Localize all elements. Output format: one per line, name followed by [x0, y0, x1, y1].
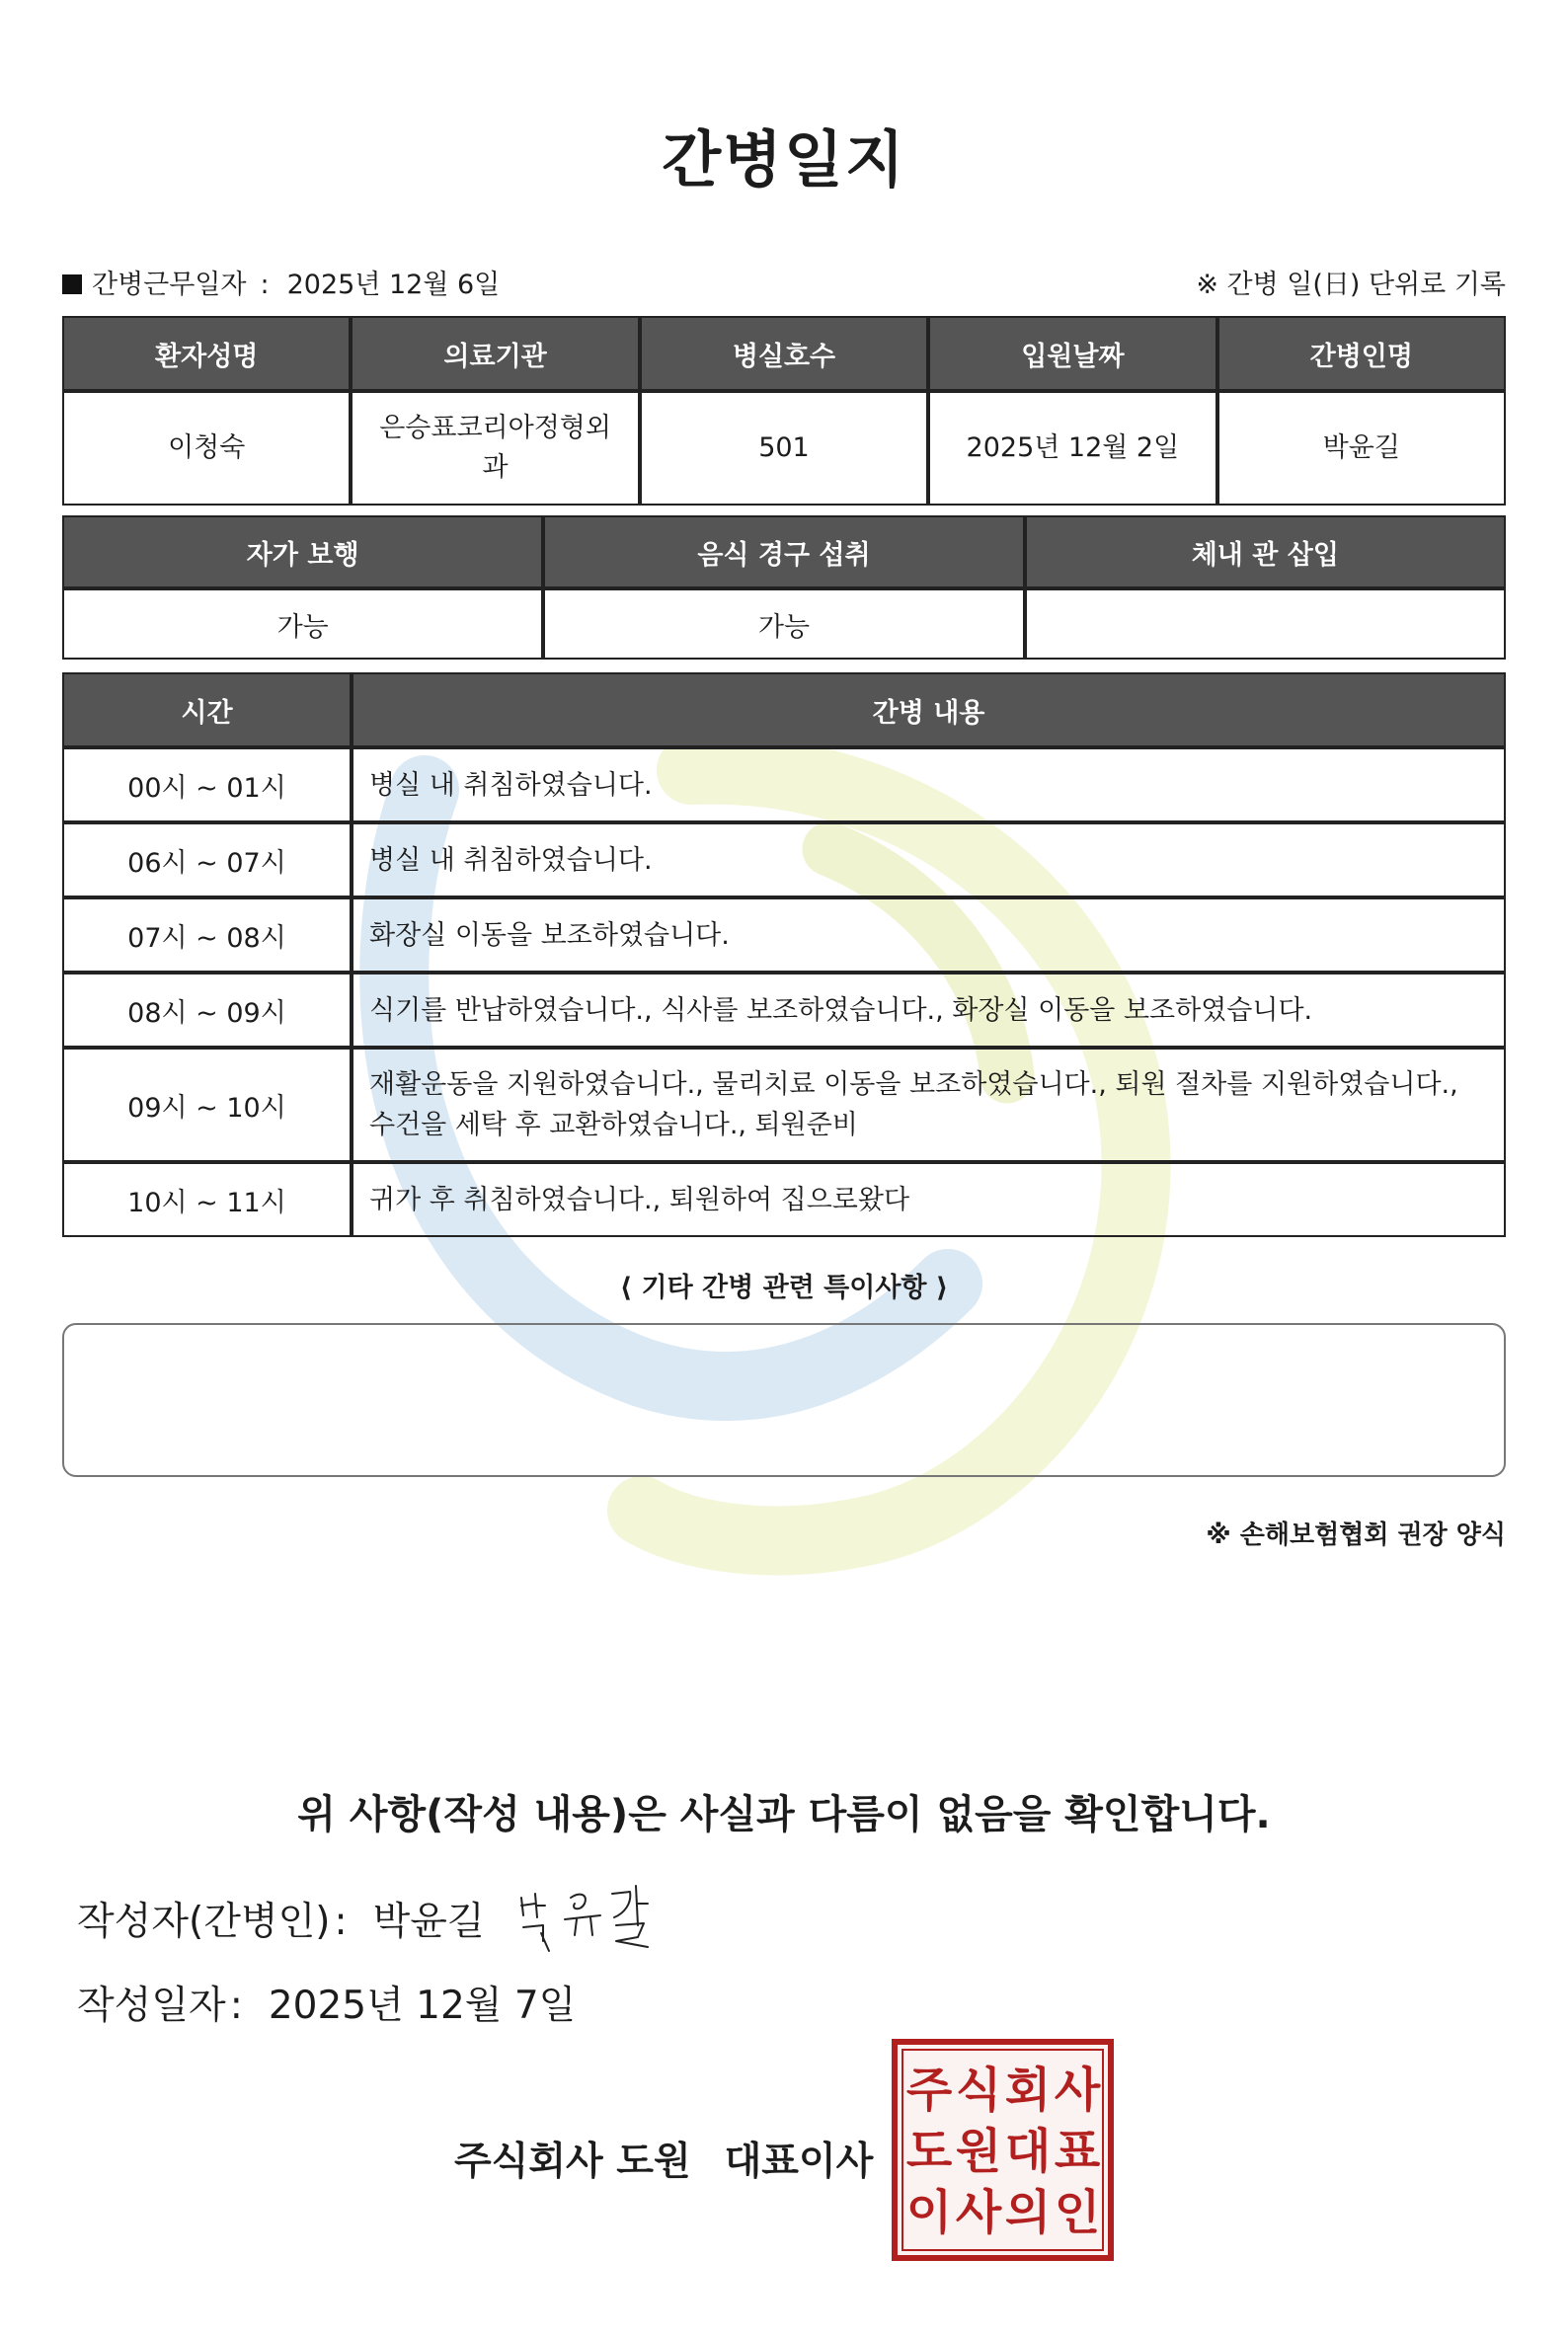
svg-text:인: 인 [1054, 2185, 1101, 2240]
time-cell: 08시 ~ 09시 [62, 973, 352, 1048]
written-date-label: 작성일자 [77, 1984, 226, 2028]
svg-text:도: 도 [905, 2124, 953, 2179]
header-tube-insertion: 체내 관 삽입 [1025, 515, 1506, 588]
content-cell: 재활운동을 지원하였습니다., 물리치료 이동을 보조하였습니다., 퇴원 절차를 지원하였습니다., 수건을 세탁 후 교환하였습니다., 퇴원준비 [352, 1048, 1506, 1162]
signature-icon [513, 1876, 666, 1957]
confirmation-statement: 위 사항(작성 내용)은 사실과 다름이 없음을 확인합니다. [297, 1792, 1271, 1837]
svg-text:식: 식 [955, 2063, 1002, 2118]
time-cell: 09시 ~ 10시 [62, 1048, 352, 1162]
table-row [62, 1162, 1506, 1237]
written-date-value: 2025년 12월 7일 [268, 1984, 577, 2028]
admission-date: 2025년 12월 2일 [928, 391, 1216, 506]
svg-text:대: 대 [1004, 2124, 1052, 2179]
oral-intake-value: 가능 [543, 588, 1024, 660]
document-title: 간병일지 [662, 123, 906, 195]
table-row [62, 747, 1506, 822]
table-row [62, 973, 1506, 1048]
time-cell: 10시 ~ 11시 [62, 1162, 352, 1237]
hospital-name: 은승표코리아정형외과 [351, 391, 639, 506]
svg-text:표: 표 [1054, 2124, 1101, 2179]
header-care-content: 간병 내용 [352, 672, 1506, 747]
time-cell: 06시 ~ 07시 [62, 822, 352, 897]
svg-text:사: 사 [1054, 2063, 1101, 2118]
header-patient-name: 환자성명 [62, 316, 351, 391]
table-row [62, 822, 1506, 897]
content-cell: 병실 내 취침하였습니다. [352, 822, 1506, 897]
colon-separator: : [260, 270, 270, 300]
special-notes-box [62, 1323, 1506, 1477]
content-cell: 귀가 후 취침하였습니다., 퇴원하여 집으로왔다 [352, 1162, 1506, 1237]
svg-text:이: 이 [905, 2185, 953, 2240]
header-oral-intake: 음식 경구 섭취 [543, 515, 1024, 588]
time-cell: 00시 ~ 01시 [62, 747, 352, 822]
content-cell: 병실 내 취침하였습니다. [352, 747, 1506, 822]
record-note: ※ 간병 일(日) 단위로 기록 [1196, 270, 1506, 300]
work-date [62, 263, 500, 301]
work-date-label: 간병근무일자 [92, 270, 247, 300]
svg-text:주: 주 [905, 2063, 953, 2118]
svg-text:회: 회 [1004, 2063, 1052, 2118]
header-caregiver-name: 간병인명 [1217, 316, 1506, 391]
header-self-walking: 자가 보행 [62, 515, 543, 588]
recommend-note: ※ 손해보험협회 권장 양식 [1206, 1520, 1506, 1550]
room-number: 501 [640, 391, 928, 506]
seal-icon [892, 2039, 1114, 2261]
care-log-table [62, 672, 1506, 1237]
self-walking-value: 가능 [62, 588, 543, 660]
header-admission-date: 입원날짜 [928, 316, 1216, 391]
content-cell: 식기를 반납하였습니다., 식사를 보조하였습니다., 화장실 이동을 보조하였습니다. [352, 973, 1506, 1048]
svg-text:의: 의 [1004, 2185, 1052, 2240]
company-name: 주식회사 도원 [454, 2140, 691, 2184]
work-date-value: 2025년 12월 6일 [286, 270, 501, 300]
time-cell: 07시 ~ 08시 [62, 897, 352, 973]
company-line [454, 2131, 873, 2186]
writer-name: 박윤길 [372, 1900, 485, 1944]
header-hospital: 의료기관 [351, 316, 639, 391]
colon-separator: : [334, 1900, 348, 1944]
patient-table [62, 316, 1506, 506]
writer-label: 작성자(간병인) [77, 1900, 331, 1944]
caregiver-name: 박윤길 [1217, 391, 1506, 506]
svg-text:원: 원 [955, 2124, 1002, 2179]
table-row [62, 1048, 1506, 1162]
patient-name: 이청숙 [62, 391, 351, 506]
meta-row [62, 263, 1506, 302]
header-room: 병실호수 [640, 316, 928, 391]
table-row [62, 897, 1506, 973]
colon-separator: : [229, 1984, 243, 2028]
svg-text:사: 사 [955, 2185, 1002, 2240]
ceo-title: 대표이사 [724, 2140, 874, 2184]
tube-insertion-value [1025, 588, 1506, 660]
writer-line [77, 1891, 485, 1946]
black-square-icon [62, 274, 82, 294]
written-date-line [77, 1975, 576, 2030]
content-cell: 화장실 이동을 보조하였습니다. [352, 897, 1506, 973]
header-time: 시간 [62, 672, 352, 747]
special-notes-title: ⟨ 기타 간병 관련 특이사항 ⟩ [619, 1273, 949, 1303]
status-table [62, 515, 1506, 660]
